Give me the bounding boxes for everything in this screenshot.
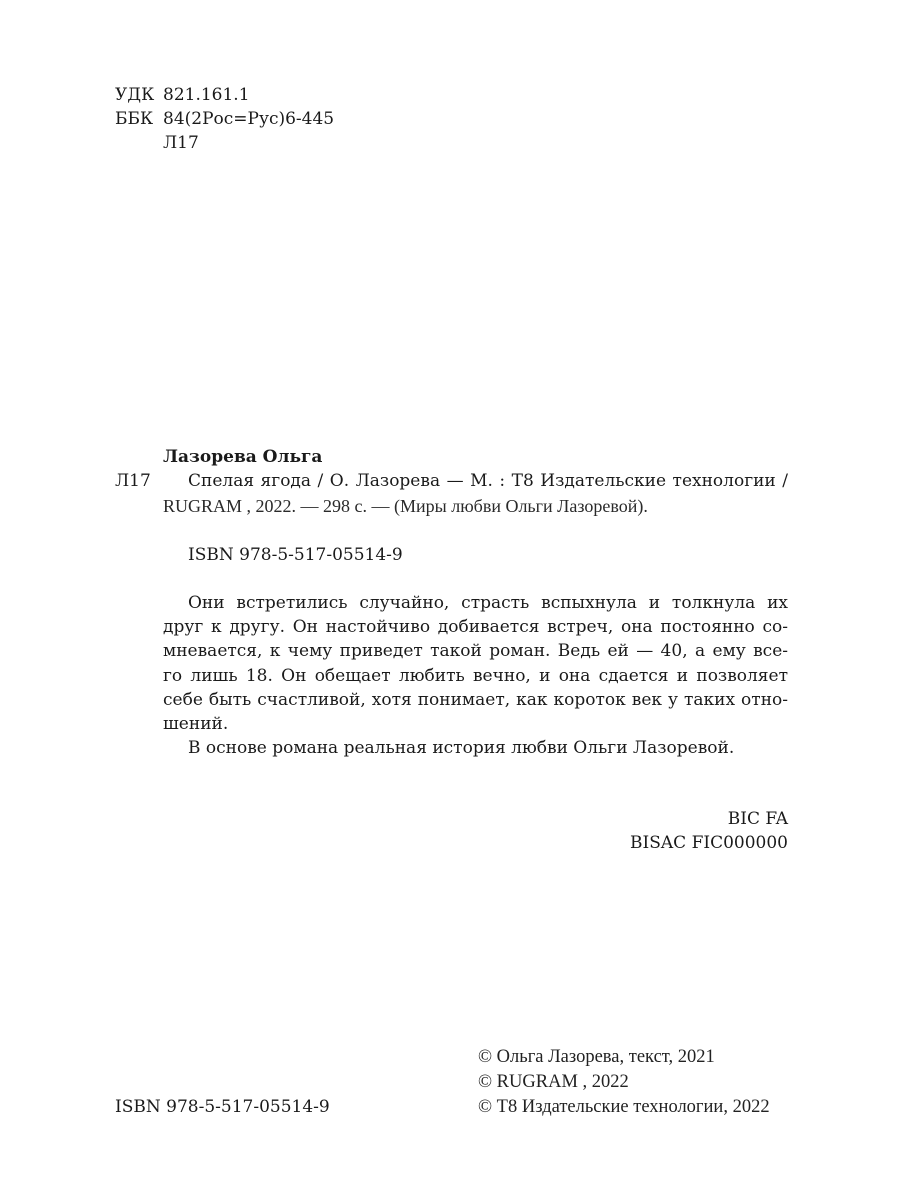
bbk-value: 84(2Рос=Рус)6-445 xyxy=(163,109,335,129)
annotation-line: Они встретились случайно, страсть вспыхнула и толкнула их xyxy=(188,593,788,613)
record-line-2: RUGRAM , 2022. — 298 с. — (Миры любви Ольги Лазоревой). xyxy=(163,496,648,516)
annotation-line: го лишь 18. Он обещает любить вечно, и она сдается и позволяет xyxy=(163,666,788,686)
bbk-label: ББК xyxy=(115,109,154,129)
udk-row xyxy=(115,83,250,107)
annotation-line: В основе романа реальная история любви Ольги Лазоревой. xyxy=(188,738,735,758)
annotation-line: мневается, к чему приведет такой роман. Ведь ей — 40, а ему все- xyxy=(163,641,788,661)
footer-isbn: ISBN 978-5-517-05514-9 xyxy=(115,1097,330,1117)
copyright-t8: © Т8 Издательские технологии, 2022 xyxy=(478,1097,770,1117)
annotation-line: себе быть счастливой, хотя понимает, как короток век у таких отно- xyxy=(163,690,788,710)
author-mark-top: Л17 xyxy=(163,133,199,153)
annotation-line: друг к другу. Он настойчиво добивается встреч, она постоянно со- xyxy=(163,617,788,637)
bbk-row xyxy=(115,107,334,131)
author-mark: Л17 xyxy=(115,471,151,491)
udk-value: 821.161.1 xyxy=(163,85,250,105)
udk-label: УДК xyxy=(115,85,155,105)
copyright-rugram: © RUGRAM , 2022 xyxy=(478,1072,629,1092)
record-line-1: Спелая ягода / О. Лазорева — М. : Т8 Издательские технологии / xyxy=(188,471,788,491)
author-heading: Лазорева Ольга xyxy=(163,447,323,467)
bisac-code: BISAC FIC000000 xyxy=(630,833,788,853)
copyright-author: © Ольга Лазорева, текст, 2021 xyxy=(478,1047,715,1067)
record-isbn: ISBN 978-5-517-05514-9 xyxy=(188,545,403,565)
annotation-line: шений. xyxy=(163,714,229,734)
bic-code: BIC FA xyxy=(727,809,788,829)
